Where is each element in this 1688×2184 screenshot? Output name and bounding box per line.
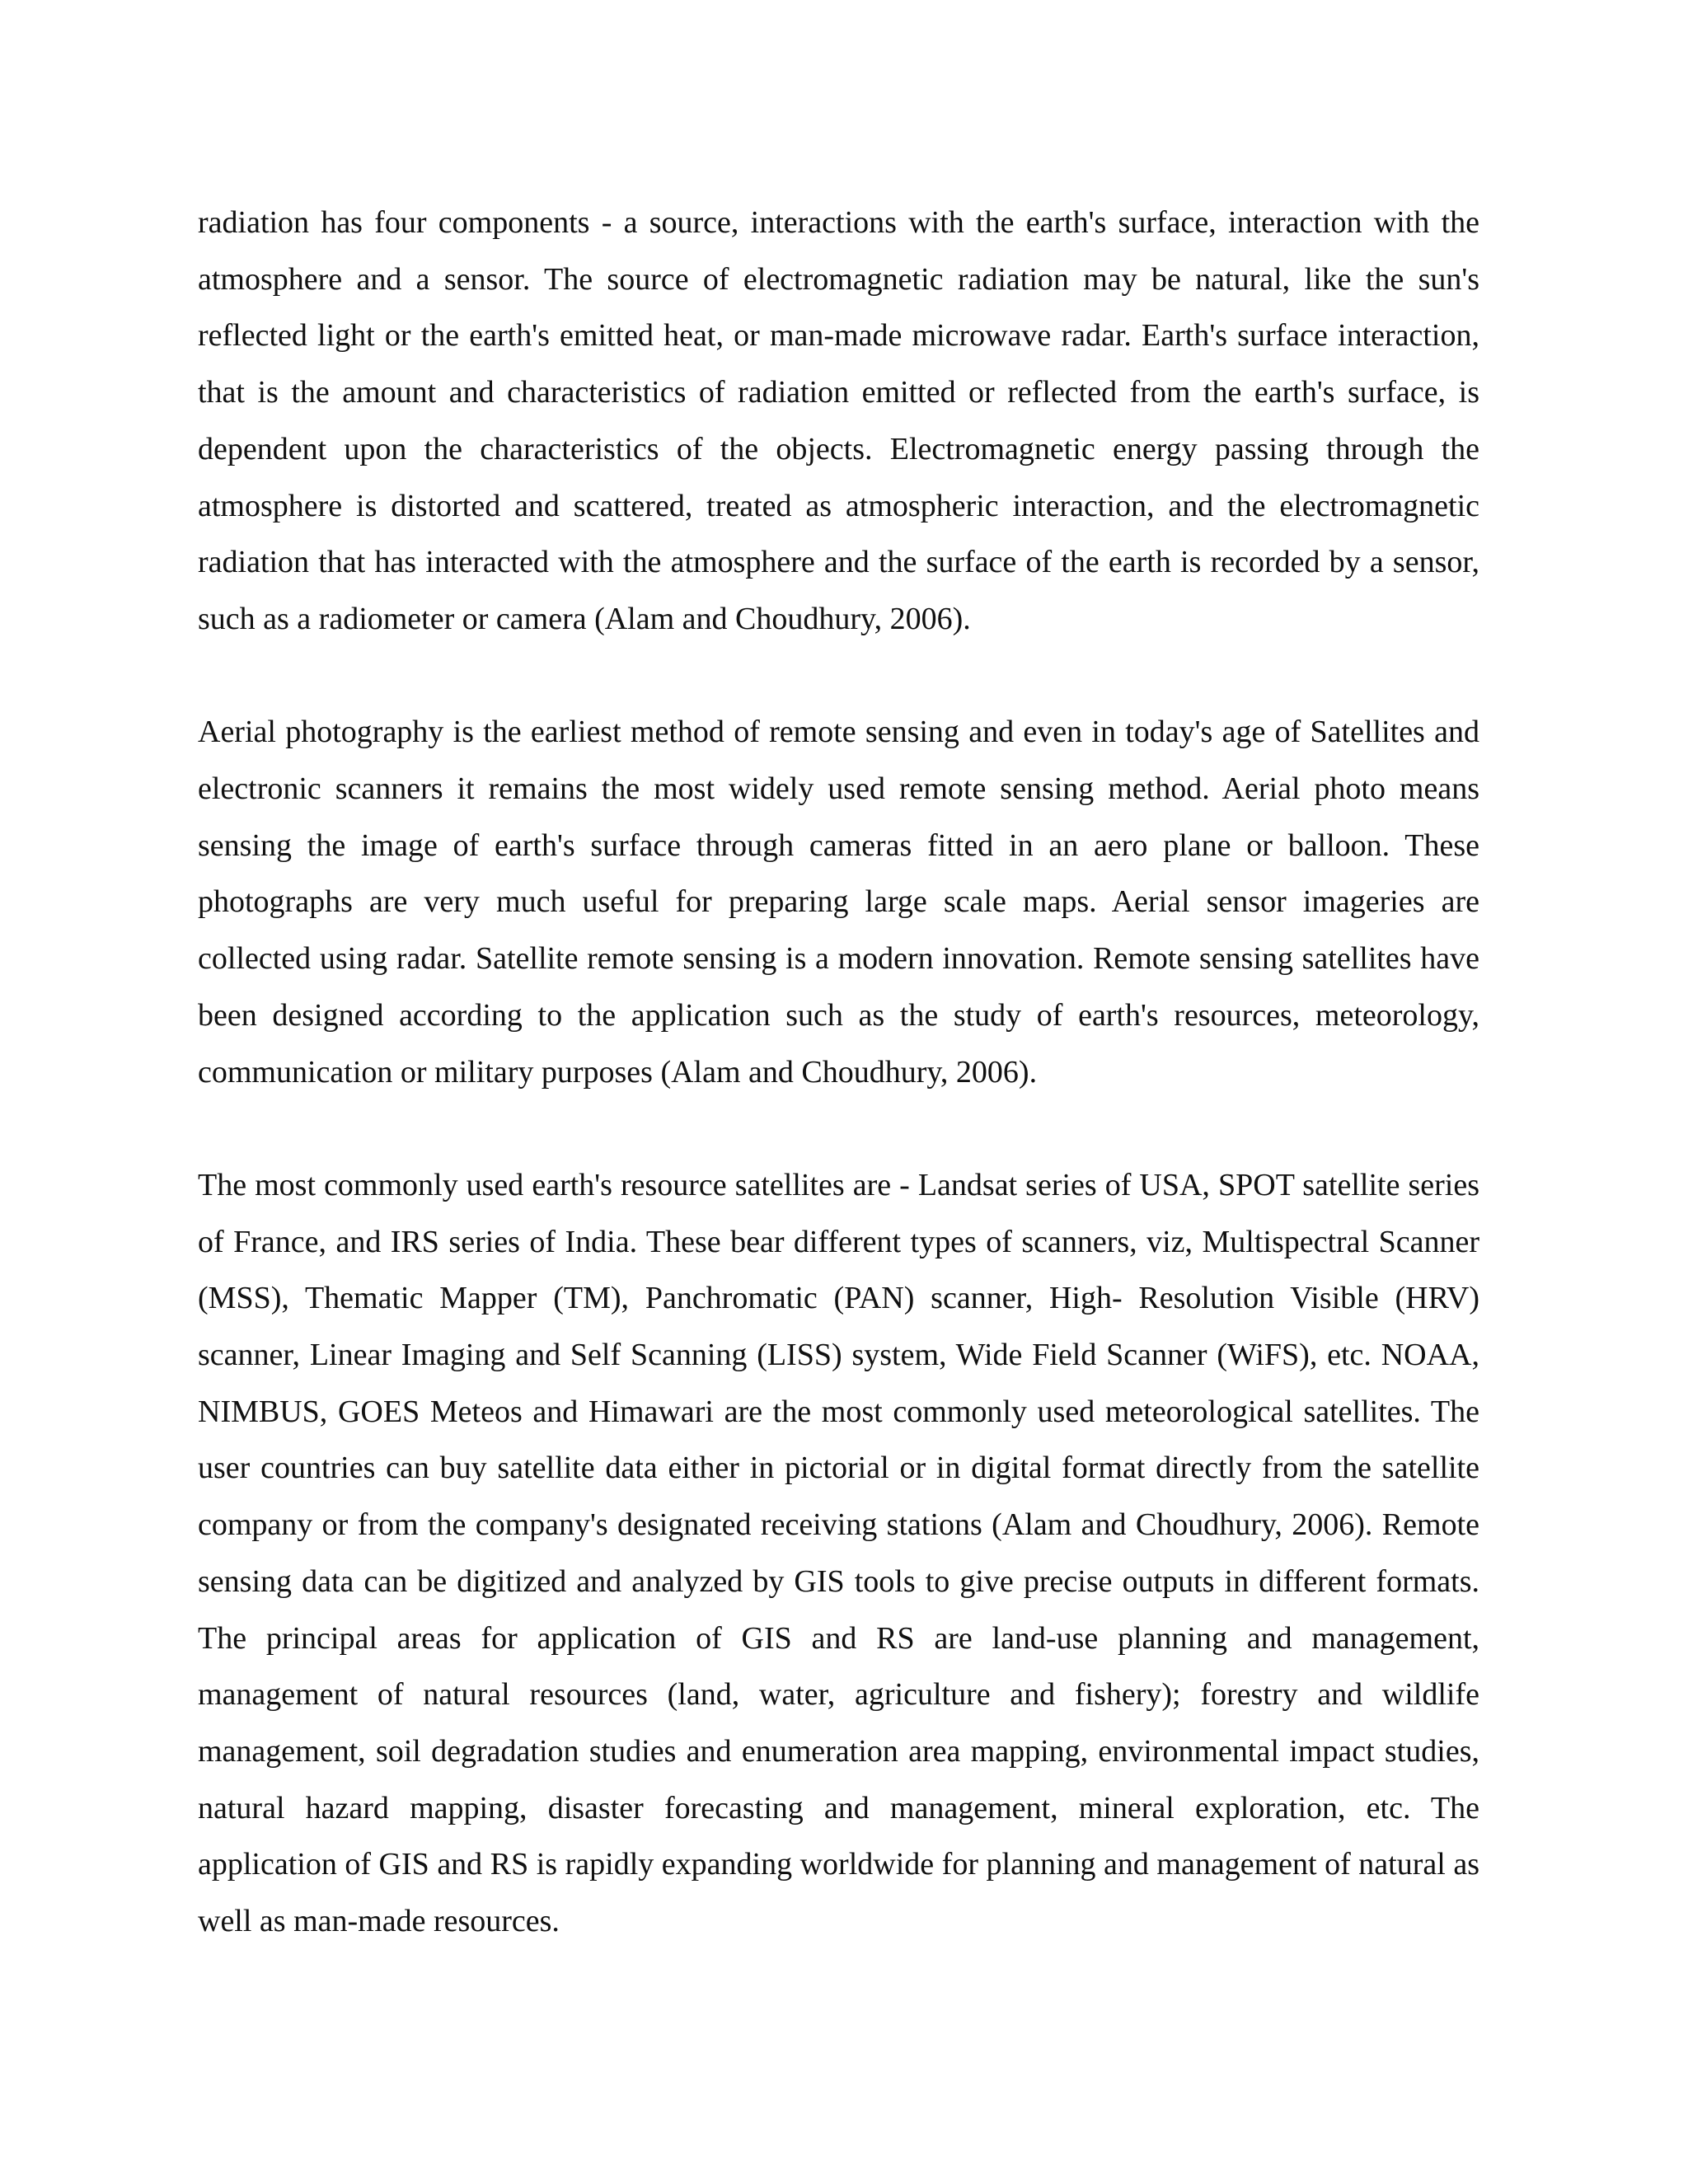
paragraph-resource-satellites: The most commonly used earth's resource satellites are - Landsat series of USA, SPOT satellite series of France, and IRS series of India. These bear different types of scanners, viz, Multispectral Scanner (MSS), Thematic Mapper (TM), Panchromatic (PAN) scanner, High- Resolution Visible (HRV) scanner, Linear Imaging and Self Scanning (LISS) system, Wide Field Scanner (WiFS), etc. NOAA, NIMBUS, GOES Meteos and Himawari are the most commonly used meteorological satellites. The user countries can buy satellite data either in pictorial or in digital format directly from the satellite company or from the company's designated receiving stations (Alam and Choudhury, 2006). Remote sensing data can be digitized and analyzed by GIS tools to give precise outputs in different formats. The principal areas for application of GIS and RS are land-use planning and management, management of natural resources (land, water, agriculture and fishery); forestry and wildlife management, soil degradation studies and enumeration area mapping, environmental impact studies, natural hazard mapping, disaster forecasting and management, mineral exploration, etc. The application of GIS and RS is rapidly expanding worldwide for planning and management of natural as well as man-made resources. bbox=[198, 1167, 1479, 1939]
paragraph-radiation-components: radiation has four components - a source, interactions with the earth's surface, interaction with the atmosphere and a sensor. The source of electromagnetic radiation may be natural, like the sun's reflected light or the earth's emitted heat, or man-made microwave radar. Earth's surface interaction, that is the amount and characteristics of radiation emitted or reflected from the earth's surface, is dependent upon the characteristics of the objects. Electromagnetic energy passing through the atmosphere is distorted and scattered, treated as atmospheric interaction, and the electromagnetic radiation that has interacted with the atmosphere and the surface of the earth is recorded by a sensor, such as a radiometer or camera (Alam and Choudhury, 2006). bbox=[198, 205, 1479, 636]
paragraph-aerial-photography: Aerial photography is the earliest method of remote sensing and even in today's age of Satellites and electronic scanners it remains the most widely used remote sensing method. Aerial photo means sensing the image of earth's surface through cameras fitted in an aero plane or balloon. These photographs are very much useful for preparing large scale maps. Aerial sensor imageries are collected using radar. Satellite remote sensing is a modern innovation. Remote sensing satellites have been designed according to the application such as the study of earth's resources, meteorology, communication or military purposes (Alam and Choudhury, 2006). bbox=[198, 715, 1479, 1090]
body-text bbox=[198, 194, 1479, 1950]
